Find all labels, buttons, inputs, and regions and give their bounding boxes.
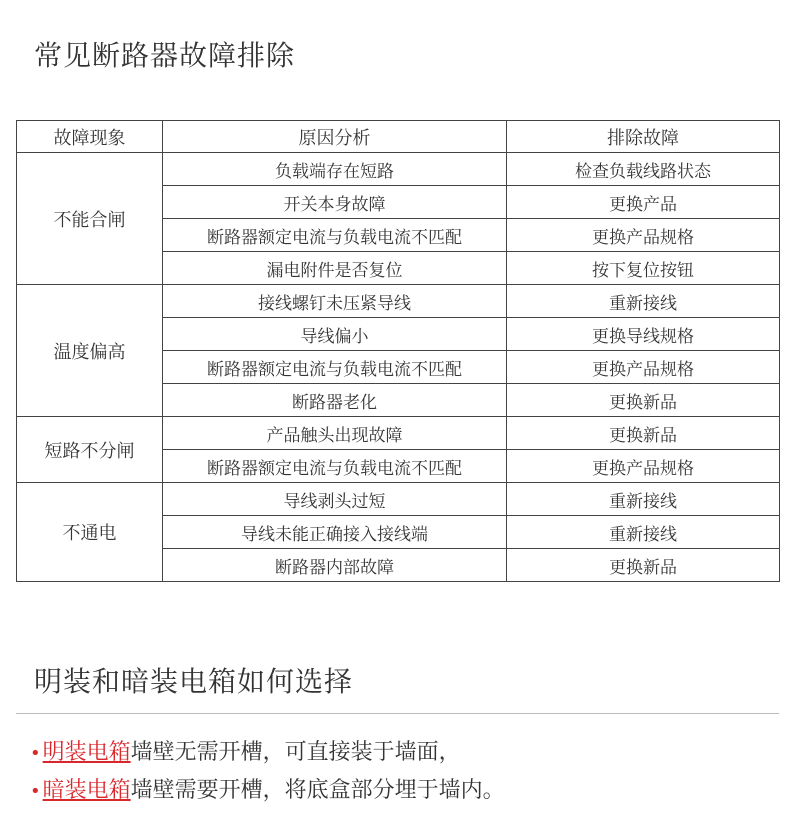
cause-cell: 断路器额定电流与负载电流不匹配: [163, 219, 507, 252]
cause-cell: 负载端存在短路: [163, 153, 507, 186]
symptom-cell: 不能合闸: [17, 153, 163, 285]
fix-cell: 更换产品规格: [507, 219, 780, 252]
table-header-row: [17, 121, 780, 153]
fix-cell: 更换新品: [507, 417, 780, 450]
fix-cell: 更换新品: [507, 549, 780, 582]
cause-cell: 断路器老化: [163, 384, 507, 417]
section-title-box-choice: 明装和暗装电箱如何选择: [34, 665, 354, 698]
term-surface-box: 明装电箱: [42, 740, 131, 765]
fix-cell: 重新接线: [507, 483, 780, 516]
list-item: [30, 773, 505, 804]
table-row: [17, 285, 780, 318]
fix-cell: 更换产品: [507, 186, 780, 219]
list-item-text: 墙壁需要开槽，将底盒部分埋于墙内。: [130, 778, 505, 803]
cause-cell: 开关本身故障: [163, 186, 507, 219]
fix-cell: 更换新品: [507, 384, 780, 417]
cause-cell: 导线未能正确接入接线端: [163, 516, 507, 549]
fix-cell: 检查负载线路状态: [507, 153, 780, 186]
cause-cell: 断路器内部故障: [163, 549, 507, 582]
table-row: [17, 417, 780, 450]
section-title-breaker-faults: 常见断路器故障排除: [34, 39, 296, 72]
divider: [16, 713, 779, 714]
cause-cell: 接线螺钉未压紧导线: [163, 285, 507, 318]
table-row: [17, 153, 780, 186]
fix-cell: 更换产品规格: [507, 351, 780, 384]
bullet-icon: •: [30, 781, 41, 802]
header-cause: 原因分析: [163, 121, 507, 153]
cause-cell: 断路器额定电流与负载电流不匹配: [163, 351, 507, 384]
cause-cell: 断路器额定电流与负载电流不匹配: [163, 450, 507, 483]
list-item-text: 墙壁无需开槽，可直接装于墙面，: [130, 740, 461, 765]
fix-cell: 更换导线规格: [507, 318, 780, 351]
cause-cell: 导线剥头过短: [163, 483, 507, 516]
fix-cell: 重新接线: [507, 285, 780, 318]
fix-cell: 更换产品规格: [507, 450, 780, 483]
cause-cell: 产品触头出现故障: [163, 417, 507, 450]
bullet-icon: •: [30, 743, 41, 764]
fix-cell: 按下复位按钮: [507, 252, 780, 285]
cause-cell: 导线偏小: [163, 318, 507, 351]
term-concealed-box: 暗装电箱: [42, 778, 131, 803]
list-item: [30, 735, 461, 766]
symptom-cell: 不通电: [17, 483, 163, 582]
symptom-cell: 短路不分闸: [17, 417, 163, 483]
header-symptom: 故障现象: [17, 121, 163, 153]
header-fix: 排除故障: [507, 121, 780, 153]
table-row: [17, 483, 780, 516]
symptom-cell: 温度偏高: [17, 285, 163, 417]
fix-cell: 重新接线: [507, 516, 780, 549]
cause-cell: 漏电附件是否复位: [163, 252, 507, 285]
fault-table: [16, 120, 780, 582]
